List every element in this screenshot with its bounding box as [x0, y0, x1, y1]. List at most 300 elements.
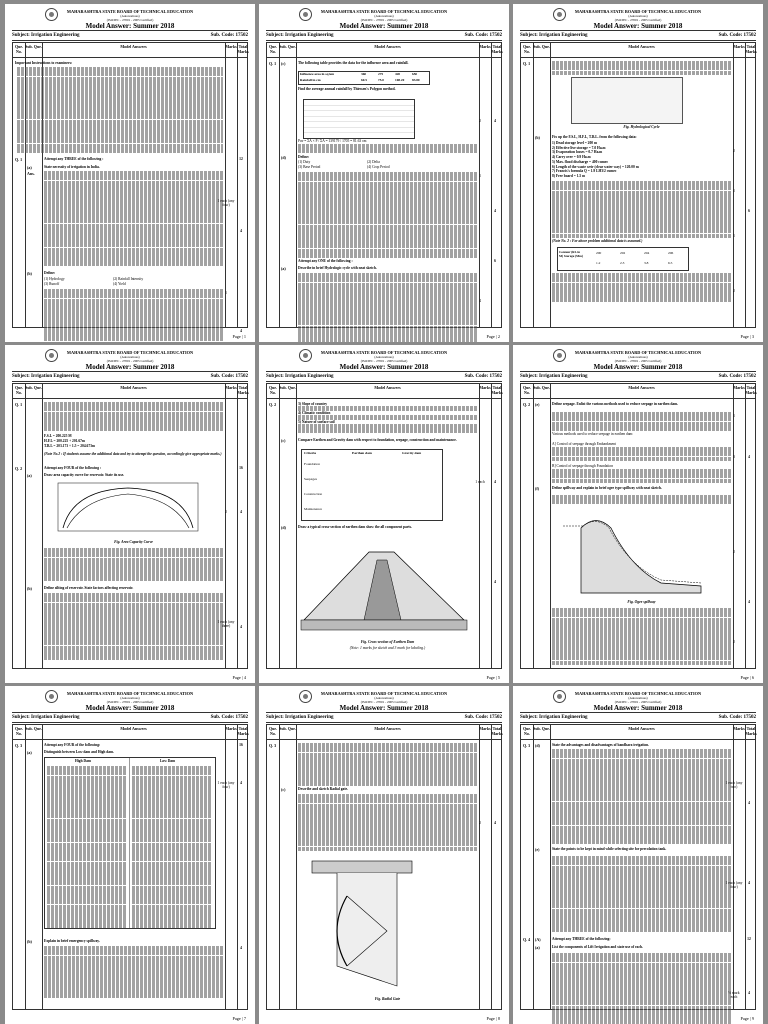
- page-header: [513, 6, 763, 30]
- question-text: Attempt any THREE of the following :: [44, 157, 104, 161]
- answer-text-block: [552, 61, 731, 75]
- ogee-spillway-figure: [561, 508, 711, 598]
- subject-row: [266, 371, 502, 382]
- column-header-sub-que: Sub. Que.: [533, 385, 550, 390]
- model-answer-title: Model Answer: Summer 2018: [339, 363, 429, 371]
- marks-value: 1: [479, 174, 481, 178]
- spillway-body: [581, 521, 701, 594]
- header-divider: [13, 739, 247, 740]
- figure-caption: Fig. Ogee spillway: [627, 600, 656, 604]
- marks-value: 2: [479, 821, 481, 825]
- table-cell: 420: [395, 72, 401, 76]
- marks-value: ½ mark each: [728, 991, 740, 999]
- text-line: [44, 577, 223, 582]
- question-number: Q. 1: [523, 61, 531, 66]
- factor-item: 5) Nature of surface soil: [298, 420, 335, 424]
- column-header-marks: Marks: [225, 385, 237, 390]
- answer-text-block: [552, 856, 731, 933]
- subject-code: Sub. Code: 17502: [718, 33, 756, 38]
- column-header-total-marks: Total Marks: [745, 385, 757, 395]
- page-number: Page | 6: [740, 675, 754, 680]
- total-value: 4: [240, 946, 242, 950]
- subject-label: Subject: Irrigation Engineering: [520, 33, 588, 38]
- sub-question: (e): [535, 847, 540, 852]
- dam-comparison-table: [44, 757, 216, 929]
- column-header-que-no: Que. No.: [522, 385, 532, 395]
- question-text: Attempt any THREE of the following:: [552, 937, 611, 941]
- column-header-marks: Marks: [225, 726, 237, 731]
- answer-table: [12, 42, 249, 333]
- table-cell: 650: [412, 72, 418, 76]
- total-value: 4: [240, 510, 242, 514]
- column-header-sub-que: Sub. Que.: [279, 44, 296, 49]
- board-name: MAHARASHTRA STATE BOARD OF TECHNICAL EDUCATION: [66, 9, 194, 14]
- gate-platform: [312, 861, 412, 873]
- area-capacity-curve: [53, 480, 203, 535]
- answer-text-block: [298, 424, 477, 434]
- marks-value: 2: [733, 640, 735, 644]
- comparison-header: Gravity dam: [402, 451, 422, 455]
- table-cell: 60.5: [361, 78, 367, 82]
- total-value: 4: [494, 119, 496, 123]
- low-dam-header: Low Dam: [160, 759, 176, 763]
- question-number: Q. 1: [269, 61, 277, 66]
- sub-question-text: Define silting of reservoir. State factors affecting reservoir.: [44, 586, 134, 590]
- autonomous-label: (Autonomous): [120, 696, 140, 700]
- answer-body: [521, 741, 755, 1009]
- subject-label: Subject: Irrigation Engineering: [266, 715, 334, 720]
- board-name: MAHARASHTRA STATE BOARD OF TECHNICAL EDUCATION: [574, 350, 702, 355]
- column-header-total-marks: Total Marks: [237, 726, 249, 736]
- sub-question: (d): [281, 155, 286, 160]
- sub-question-text: State the advantages and disadvantages of bandhara irrigation.: [552, 743, 650, 747]
- define-item: (3) Runoff: [44, 282, 60, 286]
- result-line: T.B.L = 203.173 + 1.5 = 204.673m: [44, 444, 95, 448]
- subject-label: Subject: Irrigation Engineering: [520, 715, 588, 720]
- board-logo-icon: [299, 349, 312, 362]
- answer-body: [267, 400, 501, 668]
- comparison-header: Earthen dam: [352, 451, 372, 455]
- foundation: [301, 620, 467, 630]
- column-header-marks: Marks: [733, 44, 745, 49]
- total-value: 4: [748, 801, 750, 805]
- column-header-marks: Marks: [225, 44, 237, 49]
- text-line: [298, 149, 477, 154]
- model-answer-title: Model Answer: Summer 2018: [593, 704, 683, 712]
- answer-body: [521, 59, 755, 327]
- column-header-model-answers: Model Answers: [628, 385, 655, 390]
- table-row: Influence area in sq km: [300, 72, 335, 76]
- low-dam-column: [132, 766, 212, 929]
- text-line: [298, 781, 477, 786]
- marks-value: 2: [733, 289, 735, 293]
- iso-label: (ISO/IEC - 27001 - 2005 Certified): [360, 18, 408, 22]
- header-divider: [267, 57, 501, 58]
- board-logo-icon: [45, 8, 58, 21]
- group-heading: B] Control of seepage through Foundation: [552, 464, 613, 468]
- column-header-model-answers: Model Answers: [120, 44, 147, 49]
- model-answer-title: Model Answer: Summer 2018: [593, 363, 683, 371]
- table-cell: 83.80: [412, 78, 420, 82]
- column-header-model-answers: Model Answers: [374, 44, 401, 49]
- column-header-total-marks: Total Marks: [237, 385, 249, 395]
- total-value: 4: [748, 991, 750, 995]
- figure-caption: Fig. Radial Gate: [374, 997, 401, 1001]
- board-logo-icon: [553, 690, 566, 703]
- answer-text-block: [44, 289, 223, 342]
- table-cell: 108.20: [395, 78, 405, 82]
- model-answer-title: Model Answer: Summer 2018: [85, 22, 175, 30]
- sub-question-text: Draw a typical cross-section of earthen dam show the all component parts.: [298, 525, 412, 529]
- contour-table: [557, 247, 689, 271]
- page-number: Page | 2: [486, 334, 500, 339]
- answer-page: [513, 345, 763, 683]
- define-item: (3) Base Period: [298, 165, 321, 169]
- subject-row: [520, 30, 756, 41]
- question-number: Q. 2: [523, 402, 531, 407]
- column-header-que-no: Que. No.: [268, 385, 278, 395]
- text-line: [44, 994, 223, 999]
- storage-value: 6.5: [668, 261, 673, 265]
- hydrological-cycle-figure: [571, 77, 683, 124]
- subject-row: [12, 712, 248, 723]
- sub-question-text: List the components of Lift Irrigation and state use of each.: [552, 945, 643, 949]
- iso-label: (ISO/IEC - 27001 - 2005 Certified): [360, 359, 408, 363]
- table-cell: 75.0: [378, 78, 384, 82]
- column-header-total-marks: Total Marks: [745, 726, 757, 736]
- marks-value: 1: [733, 414, 735, 418]
- total-value: 4: [240, 625, 242, 629]
- column-header-total-marks: Total Marks: [491, 385, 503, 395]
- subject-row: [12, 30, 248, 41]
- page-number: Page | 8: [486, 1016, 500, 1021]
- answer-text-block: [298, 743, 477, 786]
- total-value: 4: [494, 580, 496, 584]
- iso-label: (ISO/IEC - 27001 - 2005 Certified): [106, 18, 154, 22]
- answer-table: [266, 383, 502, 669]
- subject-label: Subject: Irrigation Engineering: [266, 33, 334, 38]
- total-value: 4: [240, 781, 242, 785]
- answer-page: [259, 345, 509, 683]
- page-number: Page | 3: [740, 334, 754, 339]
- total-value: 4: [748, 455, 750, 459]
- autonomous-label: (Autonomous): [120, 14, 140, 18]
- define-item: (4) Yield: [113, 282, 126, 286]
- column-header-sub-que: Sub. Que.: [25, 385, 42, 390]
- page-header: [5, 688, 255, 712]
- answer-table: [520, 42, 756, 328]
- total-value: 4: [494, 209, 496, 213]
- sub-question-text: Define:: [44, 271, 56, 275]
- answer-page: [513, 686, 763, 1024]
- column-header-model-answers: Model Answers: [628, 44, 655, 49]
- iso-label: (ISO/IEC - 27001 - 2005 Certified): [614, 700, 662, 704]
- given-data-line: 2) Effective live storage = 7.0 Ha.m: [552, 145, 606, 150]
- board-name: MAHARASHTRA STATE BOARD OF TECHNICAL EDUCATION: [574, 9, 702, 14]
- answer-body: [267, 741, 501, 1009]
- answer-text-block: [552, 181, 731, 238]
- autonomous-label: (Autonomous): [628, 355, 648, 359]
- autonomous-label: (Autonomous): [628, 696, 648, 700]
- total-value: 4: [240, 229, 242, 233]
- header-divider: [267, 398, 501, 399]
- answer-table: [12, 383, 248, 669]
- sub-question-text: Fix up the F.S.L, H.F.L, T.B.L. from the following data:: [552, 135, 637, 139]
- comparison-row-label: Seepages: [304, 477, 318, 481]
- column-header-total-marks: Total Marks: [745, 44, 757, 54]
- column-header-marks: Marks: [479, 385, 491, 390]
- answer-label: Ans.: [27, 171, 35, 176]
- question-number: Q. 3: [523, 743, 531, 748]
- marks-value: 4: [479, 299, 481, 303]
- subject-label: Subject: Irrigation Engineering: [12, 33, 80, 38]
- board-name: MAHARASHTRA STATE BOARD OF TECHNICAL EDUCATION: [66, 350, 194, 355]
- result-line: F.S.L = 200.225 M: [44, 434, 72, 438]
- answer-page: [5, 4, 255, 342]
- subject-row: [266, 712, 502, 723]
- question-number: Q. 3: [269, 743, 277, 748]
- answer-text-block: [298, 415, 477, 420]
- iso-label: (ISO/IEC - 27001 - 2005 Certified): [106, 359, 154, 363]
- board-name: MAHARASHTRA STATE BOARD OF TECHNICAL EDUCATION: [320, 350, 448, 355]
- question-text: Attempt any FOUR of the following:: [44, 743, 101, 747]
- factor-item: 3) Slope of country: [298, 402, 328, 406]
- iso-label: (ISO/IEC - 27001 - 2005 Certified): [614, 359, 662, 363]
- autonomous-label: (Autonomous): [120, 355, 140, 359]
- text-line: [44, 262, 223, 267]
- model-answer-title: Model Answer: Summer 2018: [85, 704, 175, 712]
- pier: [337, 873, 397, 986]
- sub-question-text: State the points to be kept in mind while selecting site for percolation tank.: [552, 847, 667, 851]
- sub-question: (a): [281, 266, 286, 271]
- sub-question-text: Compare Earthen and Gravity dam with respect to foundation, seepage, construction and maintenance.: [298, 438, 457, 442]
- answer-text-block: [552, 953, 731, 1024]
- answer-text-block: [552, 273, 731, 302]
- answer-text-block: [298, 406, 477, 411]
- column-header-sub-que: Sub. Que.: [533, 44, 550, 49]
- board-name: MAHARASHTRA STATE BOARD OF TECHNICAL EDUCATION: [320, 9, 448, 14]
- text-line: [47, 924, 127, 929]
- marks-value: 2: [733, 149, 735, 153]
- marks-value: 1: [733, 234, 735, 238]
- text-line: [44, 426, 223, 431]
- text-line: [298, 847, 477, 852]
- sub-question-text: Define spillway and explain in brief ogee type spillway with neat sketch.: [552, 486, 662, 490]
- comparison-row-label: Foundation: [304, 462, 320, 466]
- sub-question: (b): [535, 135, 540, 140]
- answer-page: [5, 345, 255, 683]
- question-total: 12: [239, 157, 243, 161]
- subject-code: Sub. Code: 17502: [210, 374, 248, 379]
- page-header: [259, 6, 509, 30]
- model-answer-title: Model Answer: Summer 2018: [339, 22, 429, 30]
- column-header-marks: Marks: [733, 385, 745, 390]
- storage-value: 3.8: [644, 261, 649, 265]
- text-line: [552, 426, 731, 431]
- earthen-dam-section: [299, 540, 469, 635]
- section-line: Various methods used to reduce seepage in earthen dam:: [552, 432, 634, 436]
- sub-question: (c): [281, 438, 286, 443]
- answer-table: [520, 724, 756, 1010]
- iso-label: (ISO/IEC - 27001 - 2005 Certified): [360, 700, 408, 704]
- text-line: [132, 924, 212, 929]
- model-answer-title: Model Answer: Summer 2018: [593, 22, 683, 30]
- header-divider: [521, 739, 755, 740]
- subject-code: Sub. Code: 17502: [718, 374, 756, 379]
- column-header-marks: Marks: [733, 726, 745, 731]
- contour-value: 200: [596, 251, 602, 255]
- marks-value: 1 each (any four): [217, 781, 235, 789]
- sub-question-text: The following table provides the data for the influence area and rainfall.: [298, 61, 409, 65]
- given-data-line: 1) Dead storage level = 200 m: [552, 141, 597, 145]
- instructions-title: Important Instructions to examiners:: [15, 61, 73, 65]
- rainfall-table: [298, 71, 430, 85]
- answer-page: [5, 686, 255, 1024]
- sub-question-text: Describe and sketch Radial gate.: [298, 787, 349, 791]
- marks-value: 1: [733, 189, 735, 193]
- subject-label: Subject: Irrigation Engineering: [266, 374, 334, 379]
- high-dam-column: [47, 766, 127, 929]
- column-header-marks: Marks: [479, 44, 491, 49]
- total-value: 4: [748, 881, 750, 885]
- sub-question: (b): [27, 939, 32, 944]
- sub-question-text: Define seepage. Enlist the various methods used to reduce seepage in earthen dam.: [552, 402, 679, 406]
- sub-question: (b): [27, 271, 32, 276]
- note-text: (Note No. 2 : For above problem additional data is assumed.): [552, 239, 643, 243]
- board-name: MAHARASHTRA STATE BOARD OF TECHNICAL EDUCATION: [574, 691, 702, 696]
- sub-question-text: Draw area capacity curve for reservoir. State its use.: [44, 473, 125, 477]
- sub-question: (a): [27, 750, 32, 755]
- given-data-line: 5) Max. flood discharge = 400 cumec: [552, 159, 609, 164]
- subject-code: Sub. Code: 17502: [464, 374, 502, 379]
- sub-question: (A): [535, 937, 541, 942]
- column-header-sub-que: Sub. Que.: [279, 726, 296, 731]
- sub-question-text: Explain in brief emergency spillway.: [44, 939, 100, 943]
- note-text: (Note: 1 marks for sketch and 3 mark for labeling.): [349, 646, 426, 650]
- column-header-model-answers: Model Answers: [120, 385, 147, 390]
- answer-page: [259, 686, 509, 1024]
- subject-row: [520, 712, 756, 723]
- answer-table: [266, 724, 502, 1010]
- figure-caption: Fig. Area Capacity Curve: [114, 540, 153, 544]
- header-divider: [521, 398, 755, 399]
- contour-value: 202: [620, 251, 626, 255]
- sub-question: (d): [281, 525, 286, 530]
- given-data-line: 4) Carry over = 0.9 Ha.m: [552, 155, 591, 160]
- text-line: [552, 234, 731, 239]
- answer-body: [521, 400, 755, 668]
- answer-page: [259, 4, 509, 342]
- question-text: Attempt any FOUR of the following :: [44, 466, 102, 470]
- table-cell: 275: [378, 72, 384, 76]
- comparison-table: [301, 449, 443, 521]
- answer-text-block: [44, 171, 223, 267]
- autonomous-label: (Autonomous): [374, 696, 394, 700]
- column-header-model-answers: Model Answers: [120, 726, 147, 731]
- answer-text-block: [552, 412, 731, 431]
- iso-label: (ISO/IEC - 27001 - 2005 Certified): [106, 700, 154, 704]
- note-text: (Note No.2 : If students assume the additional data and try to attempt the question, accordingly give appropriate marks.): [44, 452, 222, 456]
- plot-frame: [58, 483, 198, 531]
- sub-question-text: State necessity of irrigation in India.: [44, 165, 100, 169]
- contour-value: 206: [668, 251, 674, 255]
- sub-question-text: Find the average annual rainfall by Thiessen's Polygon method.: [298, 87, 396, 91]
- question-number: Q. 1: [15, 402, 23, 407]
- sub-question: (a): [27, 165, 32, 170]
- storage-value: 1.2: [596, 261, 601, 265]
- page-header: [259, 688, 509, 712]
- text-line: [298, 253, 477, 258]
- factor-item: 4) Climatic condition: [298, 411, 331, 415]
- answer-table: [266, 42, 502, 328]
- sub-question: (c): [281, 61, 286, 66]
- answer-table: [520, 383, 756, 669]
- marks-value: 3: [733, 455, 735, 459]
- column-header-marks: Marks: [479, 726, 491, 731]
- answer-body: [13, 400, 247, 668]
- question-total: 16: [239, 466, 243, 470]
- marks-value: 1 each (any four): [217, 199, 235, 207]
- board-logo-icon: [553, 8, 566, 21]
- thiessen-table: [303, 99, 415, 139]
- board-logo-icon: [299, 690, 312, 703]
- text-line: [298, 340, 477, 342]
- marks-value: 2: [733, 550, 735, 554]
- header-divider: [267, 739, 501, 740]
- sub-question-text: Distinguish between Low dam and High dam.: [44, 750, 114, 754]
- text-line: [298, 429, 477, 434]
- subject-row: [266, 30, 502, 41]
- column-header-total-marks: Total Marks: [491, 44, 503, 54]
- column-header-sub-que: Sub. Que.: [279, 385, 296, 390]
- answer-text-block: [44, 402, 223, 431]
- question-number: Q. 4: [523, 937, 531, 942]
- text-line: [17, 148, 223, 153]
- board-logo-icon: [299, 8, 312, 21]
- subject-label: Subject: Irrigation Engineering: [520, 374, 588, 379]
- given-data-line: 7) Francis's formula Q = 1.9 LH3/2 cumec: [552, 169, 617, 174]
- sub-question-text: Describe in brief Hydrologic cycle with neat sketch.: [298, 266, 377, 270]
- text-line: [552, 500, 731, 505]
- answer-text-block: [552, 608, 731, 665]
- subject-code: Sub. Code: 17502: [718, 715, 756, 720]
- subject-row: [12, 371, 248, 382]
- result-line: H.F.L = 200.225 + 201.67m: [44, 439, 85, 443]
- answer-text-block: [552, 749, 731, 845]
- text-line: [552, 457, 731, 462]
- header-divider: [13, 398, 247, 399]
- subject-label: Subject: Irrigation Engineering: [12, 715, 80, 720]
- text-line: [552, 1020, 731, 1024]
- comparison-header: Criteria: [304, 451, 317, 455]
- page-header: [5, 347, 255, 371]
- figure-caption: Fig. Hydrological Cycle: [623, 125, 660, 129]
- board-name: MAHARASHTRA STATE BOARD OF TECHNICAL EDUCATION: [66, 691, 194, 696]
- answer-body: [13, 741, 247, 1009]
- column-header-sub-que: Sub. Que.: [25, 44, 42, 49]
- page-number: Page | 1: [232, 334, 246, 339]
- column-header-sub-que: Sub. Que.: [25, 726, 42, 731]
- contour-label: Contour (RL in M) Storage (Mm): [559, 250, 583, 258]
- answer-text-block: [552, 447, 731, 461]
- column-header-que-no: Que. No.: [522, 726, 532, 736]
- question-number: Q. 2: [15, 466, 23, 471]
- define-item: (2) Delta: [367, 160, 380, 164]
- header-divider: [13, 57, 247, 58]
- marks-value: 2: [479, 119, 481, 123]
- answer-text-block: [552, 469, 731, 483]
- column-header-que-no: Que. No.: [14, 385, 24, 395]
